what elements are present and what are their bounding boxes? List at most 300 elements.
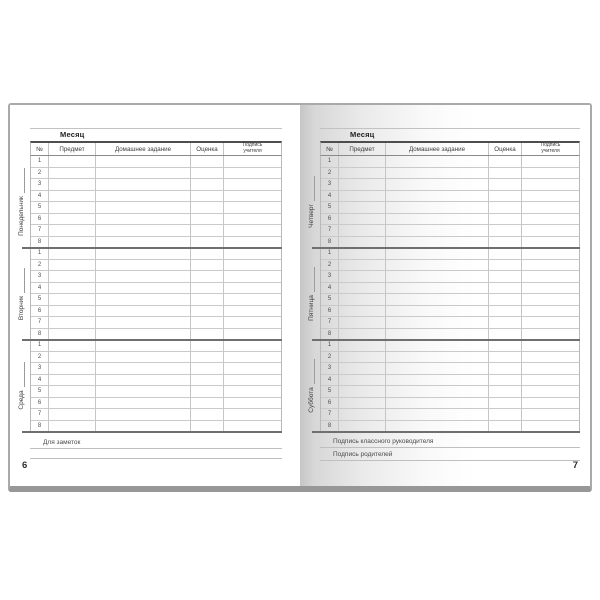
lesson-number: 4 — [321, 375, 339, 386]
subject-cell — [339, 271, 386, 282]
homework-cell — [96, 271, 191, 282]
homework-cell — [386, 283, 489, 294]
homework-cell — [386, 363, 489, 374]
page-number: 7 — [572, 460, 578, 471]
lesson-number: 3 — [321, 271, 339, 282]
lesson-number: 8 — [321, 237, 339, 249]
teacher-sign-cell — [522, 202, 579, 213]
lesson-row — [321, 386, 579, 398]
grade-cell — [489, 409, 522, 420]
day-name-label: Суббота — [308, 387, 315, 413]
subject-cell — [339, 340, 386, 351]
teacher-sign-cell — [522, 363, 579, 374]
homework-cell — [96, 260, 191, 271]
lesson-number: 6 — [31, 398, 49, 409]
lesson-number: 4 — [31, 191, 49, 202]
homework-cell — [96, 409, 191, 420]
teacher-sign-cell — [224, 168, 281, 179]
grade-cell — [489, 363, 522, 374]
lesson-row — [321, 202, 579, 214]
day-label-rotated — [15, 248, 28, 340]
grade-cell — [191, 294, 224, 305]
grade-cell — [191, 317, 224, 328]
teacher-sign-cell — [224, 375, 281, 386]
lesson-number: 4 — [321, 283, 339, 294]
lesson-row — [321, 352, 579, 364]
homework-cell — [96, 214, 191, 225]
lesson-number: 3 — [31, 271, 49, 282]
lesson-number: 8 — [31, 237, 49, 249]
homework-cell — [96, 191, 191, 202]
signature-label: Подпись классного руководителя — [333, 438, 434, 445]
date-blank-line — [18, 362, 25, 387]
homework-cell — [386, 191, 489, 202]
teacher-sign-cell — [224, 352, 281, 363]
subject-cell — [49, 409, 96, 420]
day-label-rotated — [305, 340, 318, 432]
lesson-number: 5 — [31, 386, 49, 397]
grade-cell — [191, 202, 224, 213]
subject-cell — [339, 191, 386, 202]
teacher-sign-cell — [522, 271, 579, 282]
day-label-area — [15, 340, 28, 432]
column-header-homework-label: Домашнее задание — [114, 145, 172, 153]
grade-cell — [191, 306, 224, 317]
teacher-sign-cell — [522, 375, 579, 386]
day-name-label: Вторник — [18, 295, 25, 321]
lesson-row — [321, 340, 579, 352]
grade-cell — [191, 363, 224, 374]
grade-cell — [489, 306, 522, 317]
column-header-teacher_sign-label: Подпись учителя — [540, 142, 561, 154]
grade-cell — [191, 283, 224, 294]
homework-cell — [386, 248, 489, 259]
homework-cell — [96, 363, 191, 374]
lesson-number: 7 — [31, 225, 49, 236]
grade-cell — [191, 409, 224, 420]
page-number: 6 — [22, 460, 28, 471]
lesson-number: 7 — [31, 317, 49, 328]
subject-cell — [49, 317, 96, 328]
lesson-row — [31, 409, 281, 421]
month-rule — [30, 128, 282, 129]
homework-cell — [386, 317, 489, 328]
date-blank-line — [308, 176, 315, 201]
lesson-row — [31, 283, 281, 295]
lesson-number: 1 — [31, 248, 49, 259]
grade-cell — [191, 352, 224, 363]
homework-cell — [96, 179, 191, 190]
column-header-grade-label: Оценка — [196, 145, 218, 153]
lesson-row — [31, 168, 281, 180]
lesson-row — [321, 214, 579, 226]
grade-cell — [489, 168, 522, 179]
lesson-row — [321, 283, 579, 295]
subject-cell — [339, 375, 386, 386]
lesson-number: 1 — [31, 340, 49, 351]
table-header-row — [320, 141, 580, 156]
lesson-row — [31, 363, 281, 375]
teacher-sign-cell — [522, 168, 579, 179]
day-label-area — [305, 156, 318, 248]
date-blank-line — [18, 268, 25, 293]
teacher-sign-cell — [522, 294, 579, 305]
homework-cell — [386, 156, 489, 167]
teacher-sign-cell — [522, 248, 579, 259]
homework-cell — [386, 398, 489, 409]
subject-cell — [49, 248, 96, 259]
subject-cell — [339, 363, 386, 374]
lesson-number: 7 — [321, 409, 339, 420]
lesson-row — [31, 317, 281, 329]
day-separator-line — [22, 339, 282, 341]
lesson-number: 2 — [31, 168, 49, 179]
subject-cell — [49, 260, 96, 271]
homework-cell — [386, 214, 489, 225]
homework-cell — [386, 271, 489, 282]
lesson-row — [321, 294, 579, 306]
subject-cell — [49, 214, 96, 225]
lesson-number: 1 — [321, 248, 339, 259]
subject-cell — [339, 225, 386, 236]
grade-cell — [489, 202, 522, 213]
subject-cell — [49, 168, 96, 179]
lesson-number: 7 — [321, 225, 339, 236]
subject-cell — [339, 260, 386, 271]
lesson-number: 3 — [321, 179, 339, 190]
column-header-grade-label: Оценка — [494, 145, 516, 153]
subject-cell — [339, 168, 386, 179]
teacher-sign-cell — [522, 317, 579, 328]
lesson-number: 1 — [321, 340, 339, 351]
grade-cell — [489, 191, 522, 202]
subject-cell — [49, 340, 96, 351]
homework-cell — [386, 340, 489, 351]
teacher-sign-cell — [224, 271, 281, 282]
teacher-sign-cell — [522, 179, 579, 190]
column-header-num — [31, 143, 49, 155]
lesson-row — [31, 156, 281, 168]
column-header-grade — [191, 143, 224, 155]
diary-page-7 — [300, 105, 590, 486]
lesson-row — [31, 294, 281, 306]
teacher-sign-cell — [224, 317, 281, 328]
lesson-row — [321, 260, 579, 272]
homework-cell — [96, 248, 191, 259]
lesson-number: 6 — [321, 214, 339, 225]
teacher-sign-cell — [224, 340, 281, 351]
lesson-number: 5 — [321, 202, 339, 213]
lesson-number: 6 — [31, 306, 49, 317]
homework-cell — [96, 352, 191, 363]
column-header-subject-label: Предмет — [59, 145, 85, 153]
day-separator-line — [312, 247, 580, 249]
lesson-row — [321, 168, 579, 180]
lesson-row — [31, 191, 281, 203]
teacher-sign-cell — [522, 386, 579, 397]
teacher-sign-cell — [224, 386, 281, 397]
lesson-number: 6 — [31, 214, 49, 225]
homework-cell — [386, 409, 489, 420]
homework-cell — [386, 260, 489, 271]
day-block — [30, 156, 282, 248]
day-name-label: Среда — [18, 390, 25, 410]
day-label-area — [15, 248, 28, 340]
grade-cell — [191, 375, 224, 386]
subject-cell — [49, 202, 96, 213]
lesson-row — [321, 398, 579, 410]
subject-cell — [339, 202, 386, 213]
homework-cell — [386, 168, 489, 179]
column-header-teacher_sign — [224, 143, 281, 155]
subject-cell — [339, 179, 386, 190]
day-separator-line — [22, 247, 282, 249]
month-rule — [320, 128, 580, 129]
column-header-homework-label: Домашнее задание — [408, 145, 466, 153]
diary-spread — [10, 105, 590, 486]
teacher-sign-cell — [522, 352, 579, 363]
lesson-number: 6 — [321, 398, 339, 409]
lesson-number: 8 — [321, 329, 339, 341]
day-name-label: Пятница — [308, 295, 315, 321]
signature-blank-line — [320, 447, 580, 448]
lesson-number: 4 — [321, 191, 339, 202]
day-label-area — [15, 156, 28, 248]
teacher-sign-cell — [522, 156, 579, 167]
homework-cell — [386, 306, 489, 317]
date-blank-line — [308, 359, 315, 384]
subject-cell — [49, 271, 96, 282]
day-block — [30, 340, 282, 432]
lesson-number: 5 — [31, 294, 49, 305]
teacher-sign-cell — [224, 260, 281, 271]
grade-cell — [489, 375, 522, 386]
grade-cell — [191, 271, 224, 282]
grade-cell — [489, 214, 522, 225]
grade-cell — [489, 179, 522, 190]
lesson-number: 4 — [31, 283, 49, 294]
lesson-row — [31, 202, 281, 214]
teacher-sign-cell — [522, 214, 579, 225]
subject-cell — [339, 317, 386, 328]
diary-page-6 — [10, 105, 300, 486]
lesson-row — [321, 375, 579, 387]
teacher-sign-cell — [522, 260, 579, 271]
grade-cell — [191, 225, 224, 236]
signature-blank-line — [320, 460, 580, 461]
grade-cell — [489, 317, 522, 328]
teacher-sign-cell — [522, 306, 579, 317]
subject-cell — [49, 363, 96, 374]
lesson-row — [321, 409, 579, 421]
lesson-number: 6 — [321, 306, 339, 317]
notes-blank-line — [30, 448, 282, 449]
lesson-number: 3 — [321, 363, 339, 374]
lesson-number: 7 — [321, 317, 339, 328]
lesson-number: 5 — [321, 294, 339, 305]
lesson-number: 1 — [321, 156, 339, 167]
subject-cell — [49, 156, 96, 167]
subject-cell — [49, 179, 96, 190]
grade-cell — [489, 225, 522, 236]
teacher-sign-cell — [522, 398, 579, 409]
subject-cell — [339, 386, 386, 397]
lesson-row — [321, 179, 579, 191]
column-header-teacher_sign-label: Подпись учителя — [242, 142, 263, 154]
subject-cell — [339, 398, 386, 409]
teacher-sign-cell — [522, 340, 579, 351]
teacher-sign-cell — [224, 398, 281, 409]
column-header-subject — [339, 143, 386, 155]
lesson-number: 4 — [31, 375, 49, 386]
homework-cell — [386, 386, 489, 397]
homework-cell — [386, 294, 489, 305]
lesson-row — [31, 225, 281, 237]
day-separator-line — [312, 339, 580, 341]
lesson-number: 5 — [31, 202, 49, 213]
homework-cell — [96, 168, 191, 179]
lesson-row — [31, 306, 281, 318]
subject-cell — [49, 294, 96, 305]
day-label-area — [305, 248, 318, 340]
lesson-number: 2 — [321, 352, 339, 363]
grade-cell — [191, 214, 224, 225]
day-block — [320, 248, 580, 340]
homework-cell — [96, 386, 191, 397]
grade-cell — [489, 294, 522, 305]
day-name-label: Четверг — [308, 204, 315, 228]
teacher-sign-cell — [522, 191, 579, 202]
day-block — [320, 156, 580, 248]
subject-cell — [49, 283, 96, 294]
grade-cell — [489, 260, 522, 271]
column-header-num-label: № — [36, 145, 43, 153]
lesson-row — [31, 375, 281, 387]
grade-cell — [489, 340, 522, 351]
notes-label: Для заметок — [43, 439, 81, 446]
month-label: Месяц — [60, 130, 85, 139]
homework-cell — [96, 294, 191, 305]
subject-cell — [339, 352, 386, 363]
teacher-sign-cell — [224, 179, 281, 190]
subject-cell — [339, 294, 386, 305]
lesson-number: 8 — [31, 329, 49, 341]
teacher-sign-cell — [522, 225, 579, 236]
lesson-row — [321, 271, 579, 283]
homework-cell — [96, 306, 191, 317]
lesson-number: 3 — [31, 363, 49, 374]
lesson-number: 7 — [31, 409, 49, 420]
teacher-sign-cell — [224, 306, 281, 317]
lesson-number: 2 — [321, 168, 339, 179]
grade-cell — [489, 386, 522, 397]
subject-cell — [49, 352, 96, 363]
homework-cell — [96, 398, 191, 409]
lesson-row — [31, 179, 281, 191]
grade-cell — [489, 271, 522, 282]
lesson-row — [31, 214, 281, 226]
day-label-rotated — [15, 340, 28, 432]
grade-cell — [191, 398, 224, 409]
homework-cell — [96, 375, 191, 386]
homework-cell — [386, 375, 489, 386]
teacher-sign-cell — [224, 191, 281, 202]
lesson-number: 2 — [31, 352, 49, 363]
teacher-sign-cell — [224, 283, 281, 294]
table-header-row — [30, 141, 282, 156]
homework-cell — [96, 317, 191, 328]
grade-cell — [191, 179, 224, 190]
column-header-num — [321, 143, 339, 155]
grade-cell — [489, 352, 522, 363]
grade-cell — [489, 248, 522, 259]
date-blank-line — [308, 267, 315, 292]
subject-cell — [339, 156, 386, 167]
lesson-row — [31, 398, 281, 410]
grade-cell — [489, 156, 522, 167]
subject-cell — [49, 398, 96, 409]
column-header-homework — [386, 143, 489, 155]
day-label-rotated — [305, 248, 318, 340]
signature-label: Подпись родителей — [333, 451, 393, 458]
column-header-subject-label: Предмет — [349, 145, 375, 153]
grade-cell — [191, 340, 224, 351]
homework-cell — [96, 340, 191, 351]
homework-cell — [96, 156, 191, 167]
lesson-row — [321, 363, 579, 375]
lesson-row — [321, 248, 579, 260]
grade-cell — [191, 386, 224, 397]
grade-cell — [191, 191, 224, 202]
subject-cell — [339, 409, 386, 420]
lesson-row — [31, 248, 281, 260]
grade-cell — [191, 156, 224, 167]
teacher-sign-cell — [522, 409, 579, 420]
column-header-subject — [49, 143, 96, 155]
lesson-number: 8 — [31, 421, 49, 433]
lesson-row — [31, 271, 281, 283]
grade-cell — [191, 248, 224, 259]
subject-cell — [49, 225, 96, 236]
homework-cell — [96, 225, 191, 236]
day-block — [320, 340, 580, 432]
day-label-area — [305, 340, 318, 432]
grade-cell — [191, 168, 224, 179]
homework-cell — [386, 352, 489, 363]
subject-cell — [49, 375, 96, 386]
subject-cell — [339, 214, 386, 225]
teacher-sign-cell — [224, 156, 281, 167]
day-label-rotated — [305, 156, 318, 248]
day-separator-line — [22, 431, 282, 433]
notes-blank-line — [30, 458, 282, 459]
lesson-number: 1 — [31, 156, 49, 167]
lesson-number: 5 — [321, 386, 339, 397]
lesson-row — [321, 156, 579, 168]
date-blank-line — [18, 168, 25, 193]
teacher-sign-cell — [224, 363, 281, 374]
teacher-sign-cell — [224, 225, 281, 236]
lesson-number: 3 — [31, 179, 49, 190]
subject-cell — [339, 306, 386, 317]
grade-cell — [489, 398, 522, 409]
homework-cell — [96, 283, 191, 294]
teacher-sign-cell — [224, 409, 281, 420]
day-separator-line — [312, 431, 580, 433]
diary-book — [8, 103, 592, 492]
column-header-grade — [489, 143, 522, 155]
lesson-row — [31, 386, 281, 398]
